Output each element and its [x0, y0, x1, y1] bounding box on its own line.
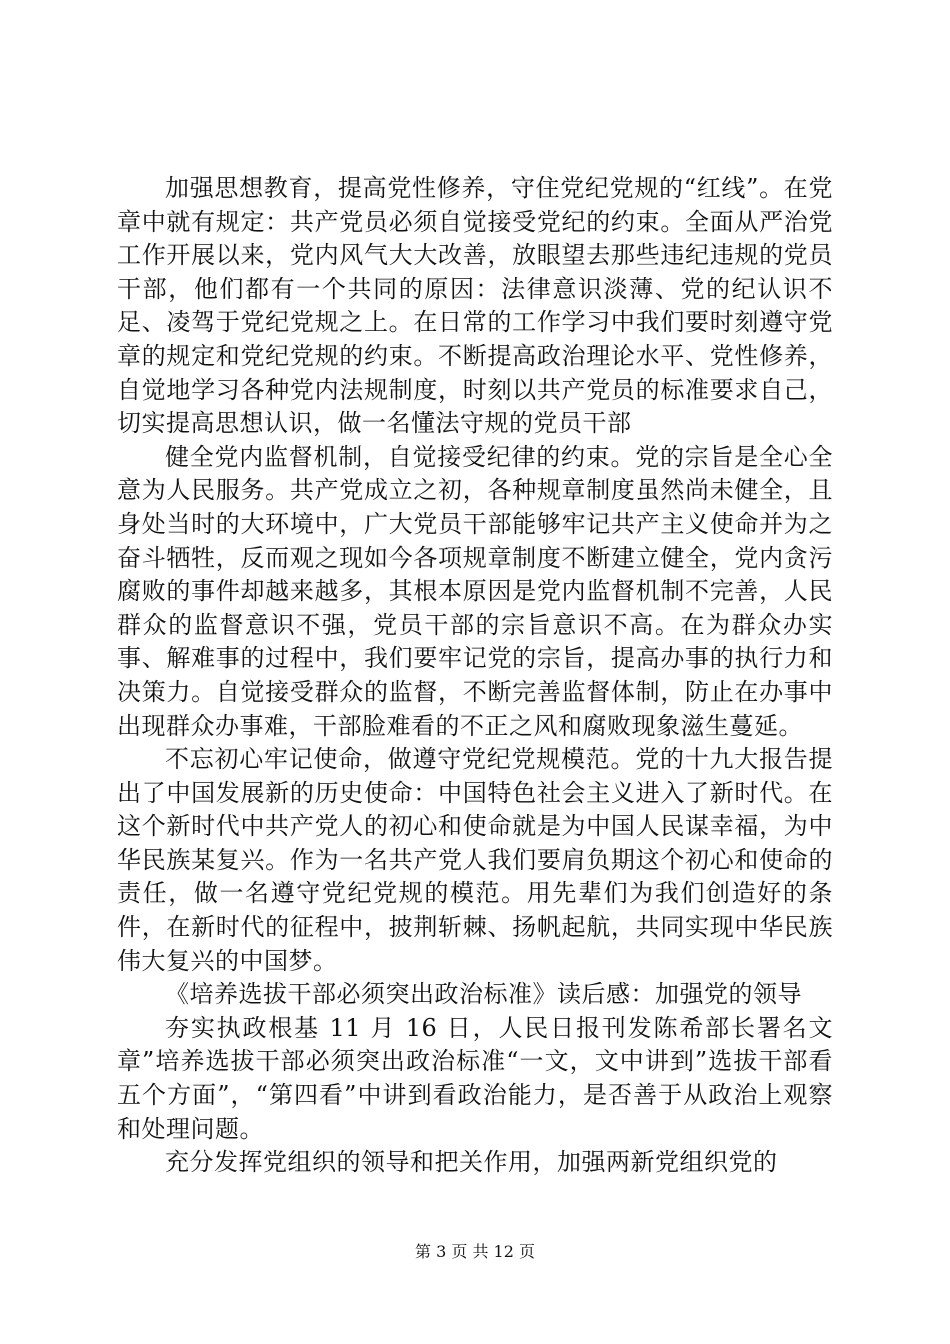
document-body — [117, 172, 833, 1180]
paragraph-article-title: 《培养选拔干部必须突出政治标准》读后感：加强党的领导 — [165, 980, 802, 1009]
paragraph-foundation: 夯实执政根基 11 月 16 日，人民日报刊发陈希部长署名文章”培养选拔干部必须突出政治标准“一文，文中讲到”选拔干部看五个方面”，“第四看”中讲到看政治能力，是否善于从政治上观察和处理问题。 — [117, 1013, 833, 1143]
paragraph-ideology-education: 加强思想教育，提高党性修养，守住党纪党规的“红线”。在党章中就有规定：共产党员必须自觉接受党纪的约束。全面从严治党工作开展以来，党内风气大大改善，放眼望去那些违纪违规的党员干部，他们都有一个共同的原因：法律意识淡薄、党的纪认识不足、凌驾于党纪党规之上。在日常的工作学习中我们要时刻遵守党章的规定和党纪党规的约束。不断提高政治理论水平、党性修养，自觉地学习各种党内法规制度，时刻以共产党员的标准要求自己，切实提高思想认识，做一名懂法守规的党员干部 — [117, 174, 833, 438]
paragraph-supervision-mechanism: 健全党内监督机制，自觉接受纪律的约束。党的宗旨是全心全意为人民服务。共产党成立之初，各种规章制度虽然尚未健全，且身处当时的大环境中，广大党员干部能够牢记共产主义使命并为之奋斗牺牲，反而观之现如今各项规章制度不断建立健全，党内贪污腐败的事件却越来越多，其根本原因是党内监督机制不完善，人民群众的监督意识不强，党员干部的宗旨意识不高。在为群众办实事、解难事的过程中，我们要牢记党的宗旨，提高办事的执行力和决策力。自觉接受群众的监督，不断完善监督体制，防止在办事中出现群众办事难，干部脸难看的不正之风和腐败现象滋生蔓延。 — [117, 442, 833, 740]
paragraph-original-mission: 不忘初心牢记使命，做遵守党纪党规模范。党的十九大报告提出了中国发展新的历史使命：中国特色社会主义进入了新时代。在这个新时代中共产党人的初心和使命就是为中国人民谋幸福，为中华民族某复兴。作为一名共产党人我们要肩负期这个初心和使命的责任，做一名遵守党纪党规的模范。用先辈们为我们创造好的条件，在新时代的征程中，披荆斩棘、扬帆起航，共同实现中华民族伟大复兴的中国梦。 — [117, 745, 833, 975]
paragraph-party-organization: 充分发挥党组织的领导和把关作用，加强两新党组织党的 — [165, 1148, 778, 1177]
page-number-footer: 第 3 页 共 12 页 — [415, 1242, 535, 1261]
